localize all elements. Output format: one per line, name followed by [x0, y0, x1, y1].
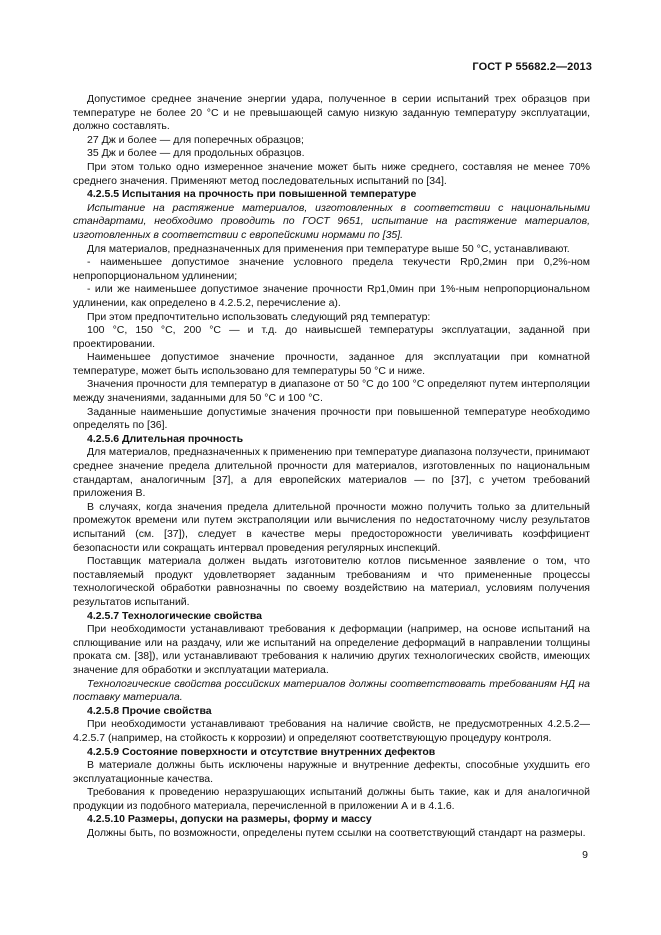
- paragraph-defects-excluded: В материале должны быть исключены наружные и внутренние дефекты, способные ухудшить его эксплуатационные качества.: [73, 759, 590, 785]
- section-heading-4-2-5-8: 4.2.5.8 Прочие свойства: [87, 704, 212, 717]
- paragraph-dimensions-standard: Должны быть, по возможности, определены путем ссылки на соответствующий стандарт на размеры.: [87, 827, 586, 840]
- paragraph-materials-above-50: Для материалов, предназначенных для применения при температуре выше 50 °С, устанавливают.: [87, 242, 570, 255]
- section-heading-4-2-5-5: 4.2.5.5 Испытания на прочность при повышенной температуре: [87, 188, 417, 201]
- paragraph-elevated-temperature-ref: Заданные наименьшие допустимые значения прочности при повышенной температуре необходимо определять по [36].: [73, 405, 590, 432]
- list-item-strength-rp1: - или же наименьшее допустимое значение прочности Rp1,0мин при 1%-ным непропорциональном удлинении, как определено в 4.2.5.2, перечисление а).: [73, 283, 590, 309]
- paragraph-nondestructive-testing: Требования к проведению неразрушающих испытаний должны быть такие, как и для аналогичной продукции из подобного материала, перечисленной в приложении А и в 4.1.6.: [73, 786, 590, 812]
- paragraph-tensile-test-italic: Испытание на растяжение материалов, изготовленных в соответствии с национальными стандартами, необходимо проводить по ГОСТ 9651, испытание на растяжение материалов, изготовленных в соответствии с европейскими нормами по [35].: [73, 201, 590, 241]
- section-heading-4-2-5-10: 4.2.5.10 Размеры, допуски на размеры, форму и массу: [87, 813, 372, 826]
- paragraph-impact-energy: Допустимое среднее значение энергии удара, полученное в серии испытаний трех образцов при температуре не более 20 °С и не превышающей самую низкую заданную температуру эксплуатации, должно составлять.: [73, 93, 590, 133]
- paragraph-other-properties: При необходимости устанавливают требования на наличие свойств, не предусмотренных 4.2.5.2—4.2.5.7 (например, на стойкость к коррозии) и определяют соответствующую процедуру контроля.: [73, 718, 590, 744]
- paragraph-creep-range: Для материалов, предназначенных к применению при температуре диапазона ползучести, принимают среднее значение предела длительной прочности для материалов, изготовленных по национальным стандартам, аналогичным [37], а для европейских материалов — по [37], с учетом требований приложения В.: [73, 446, 590, 500]
- paragraph-temperature-series: 100 °С, 150 °С, 200 °С — и т.д. до наивысшей температуры эксплуатации, заданной при проектировании.: [73, 324, 590, 350]
- list-item-transverse: 27 Дж и более — для поперечных образцов;: [87, 133, 304, 146]
- paragraph-russian-materials-italic: Технологические свойства российских материалов должны соответствовать требованиям НД на поставку материала.: [73, 677, 590, 704]
- paragraph-extrapolation: В случаях, когда значения предела длительной прочности можно получить только за длительный промежуток времени или путем экстраполяции или вычисления по недостаточному числу результатов испытаний (см. [37]), следует в качестве меры предосторожности увеличивать коэффициент безопасности или сокращать интервал проведения регулярных инспекций.: [73, 500, 590, 554]
- paragraph-room-temperature: Наименьшее допустимое значение прочности, заданное для эксплуатации при комнатной температуре, может быть использовано для температуры 50 °С и ниже.: [73, 351, 590, 377]
- paragraph-sequential-testing: При этом только одно измеренное значение может быть ниже среднего, составляя не менее 70% среднего значения. Применяют метод последовательных испытаний по [34].: [73, 160, 590, 187]
- list-item-yield-limit: - наименьшее допустимое значение условного предела текучести Rp0,2мин при 0,2%-ном непропорциональном удлинении;: [73, 256, 590, 282]
- section-heading-4-2-5-6: 4.2.5.6 Длительная прочность: [87, 432, 244, 445]
- section-heading-4-2-5-7: 4.2.5.7 Технологические свойства: [87, 609, 262, 622]
- document-body: [73, 93, 590, 841]
- paragraph-deformation-requirements: При необходимости устанавливают требования к деформации (например, на основе испытаний на сплющивание или на раздачу, или же испытаний на определение деформаций в направлении толщины проката см. [38]), или устанавливают требования к наличию других технологических свойств, имеющих значение для обработки и эксплуатации материала.: [73, 623, 590, 676]
- section-heading-4-2-5-9: 4.2.5.9 Состояние поверхности и отсутствие внутренних дефектов: [87, 745, 436, 758]
- paragraph-temperature-series-intro: При этом предпочтительно использовать следующий ряд температур:: [87, 310, 431, 323]
- list-item-longitudinal: 35 Дж и более — для продольных образцов.: [87, 147, 305, 160]
- paragraph-supplier-statement: Поставщик материала должен выдать изготовителю котлов письменное заявление о том, что поставляемый продукт удовлетворяет заданным требованиям и что примененные процессы технологической обработки равнозначны по своему воздействию на материал, условиям получения результатов испытаний.: [73, 555, 590, 608]
- document-code-header: ГОСТ Р 55682.2—2013: [472, 61, 592, 73]
- page-number: 9: [582, 849, 588, 861]
- paragraph-interpolation: Значения прочности для температур в диапазоне от 50 °С до 100 °С определяют путем интерполяции между значениями, заданными для 50 °С и 100 °С.: [73, 378, 590, 405]
